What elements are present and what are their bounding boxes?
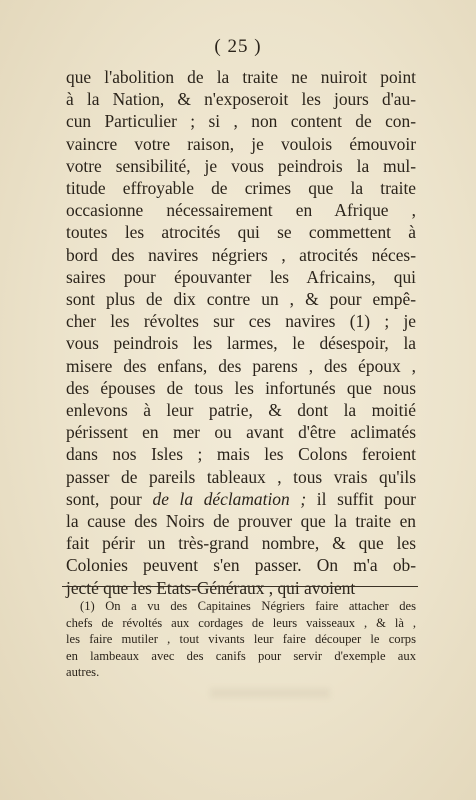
page-number: ( 25 ): [214, 36, 262, 57]
footnote-line: chefs de révoltés aux cordages de leurs vaisseaux , & là ,: [66, 615, 416, 630]
text-line: cun Particulier ; si , non content de con-: [66, 111, 416, 132]
italic-phrase: de la déclamation ;: [152, 488, 307, 509]
text-segment: il suffit pour: [316, 488, 416, 509]
text-line: fait périr un très-grand nombre, & que les: [66, 533, 416, 554]
text-line: périssent en mer ou avant d'être aclimatés: [66, 422, 416, 443]
text-line: toutes les atrocités qui se commettent à: [66, 222, 416, 243]
text-line: sont plus de dix contre un , & pour empê-: [66, 289, 416, 310]
text-line: que l'abolition de la traite ne nuiroit point: [66, 67, 416, 87]
footnote-line: autres.: [66, 665, 100, 680]
text-line: misere des enfans, des parens , des époux ,: [66, 355, 416, 376]
text-segment: sont, pour: [66, 488, 142, 509]
text-line: vaincre votre raison, je voulois émouvoir: [66, 133, 416, 154]
text-line: jecté que les Etats-Généraux , qui avoient: [66, 577, 356, 598]
text-line: passer de pareils tableaux , tous vrais qu'ils: [66, 466, 416, 487]
text-line: titude effroyable de crimes que la traite: [66, 178, 416, 199]
body-text: [66, 66, 416, 599]
text-line: à la Nation, & n'exposeroit les jours d'au-: [66, 89, 416, 110]
footnote-line: en lambeaux avec des canifs pour servir d'exemple aux: [66, 648, 416, 663]
text-line: saires pour épouvanter les Africains, qui: [66, 266, 416, 287]
text-line: bord des navires négriers , atrocités néces-: [66, 244, 416, 265]
footnote-rule: [62, 586, 418, 587]
text-line: enlevons à leur patrie, & dont la moitié: [66, 400, 416, 421]
show-through-smudge: [210, 688, 330, 698]
footnote-line: les faire mutiler , tout vivants leur faire découper le corps: [66, 632, 416, 647]
text-line: la cause des Noirs de prouver que la traite en: [66, 511, 416, 532]
text-line: vous peindrois les larmes, le désespoir, la: [66, 333, 416, 354]
text-line: des épouses de tous les infortunés que nous: [66, 377, 416, 398]
text-line-with-italic: [66, 488, 416, 510]
text-line: cher les révoltes sur ces navires (1) ; je: [66, 311, 416, 332]
text-line: Colonies peuvent s'en passer. On m'a ob-: [66, 555, 416, 576]
footnote-line: (1) On a vu des Capitaines Négriers faire attacher des: [80, 599, 416, 613]
text-line: occasionne nécessairement en Afrique ,: [66, 200, 416, 221]
text-line: dans nos Isles ; mais les Colons feroient: [66, 444, 416, 465]
footnote: [66, 598, 416, 681]
text-line: votre sensibilité, je vous peindrois la mul-: [66, 155, 416, 176]
